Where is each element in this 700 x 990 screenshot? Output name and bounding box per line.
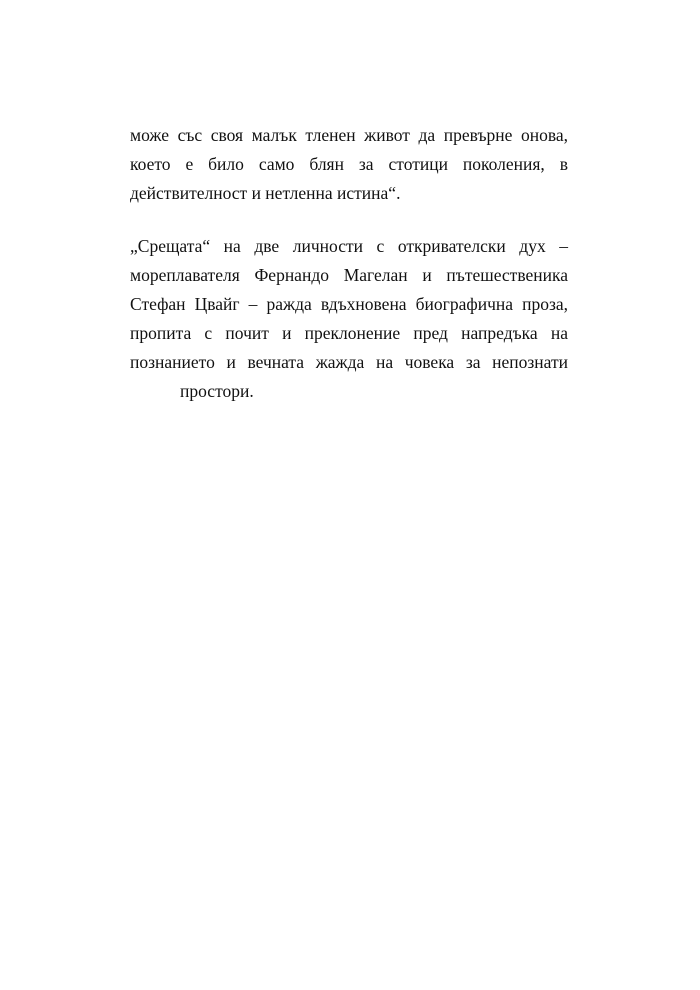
paragraph-line: познанието и вечната жажда на човека за непознати <box>130 352 568 372</box>
paragraph-line: Стефан Цвайг – ражда вдъхновена биографична проза, <box>130 294 568 314</box>
paragraph-line: действителност и нетленна истина“. <box>130 183 401 203</box>
paragraph-line: което е било само блян за стотици поколения, в <box>130 154 568 174</box>
paragraph-line: простори. <box>180 381 254 401</box>
paragraph-line: мореплавателя Фернандо Магелан и пътешественика <box>130 265 568 285</box>
paragraph-2 <box>130 232 568 406</box>
paragraph-1 <box>130 121 568 208</box>
paragraph-line: може със своя малък тленен живот да превърне онова, <box>130 125 568 145</box>
paragraph-line: пропита с почит и преклонение пред напредъка на <box>130 323 568 343</box>
paragraph-line: „Срещата“ на две личности с откривателски дух – <box>130 236 568 256</box>
